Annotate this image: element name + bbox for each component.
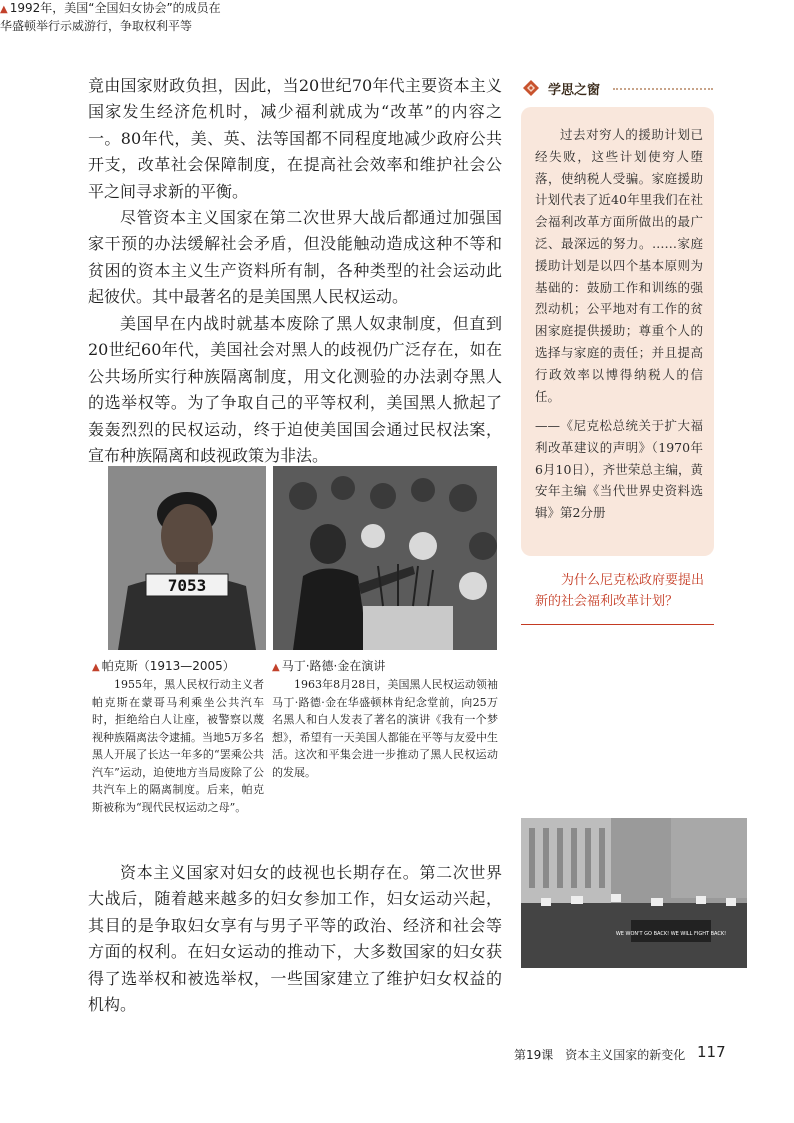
body-paragraph: 资本主义国家对妇女的歧视也长期存在。第二次世界大战后，随着越来越多的妇女参加工作，妇女运动兴起，其目的是争取妇女享有与男子平等的政治、经济和社会等方面的权利。在妇女运动的推动下，大多数国家的妇女获得了选举权和被选举权，一些国家建立了维护妇女权益的机构。 — [88, 863, 502, 1015]
sidebar-title: 学思之窗 — [548, 83, 601, 98]
booking-sign-number: 7053 — [167, 576, 207, 595]
womens-march-caption: ▲ 1992年，美国“全国妇女协会”的成员在华盛顿举行示威游行，争取权利平等 — [0, 1, 221, 33]
womens-march-photo — [521, 818, 747, 968]
page-footer-lesson: 第19课 资本主义国家的新变化 — [514, 1048, 686, 1062]
body-paragraph: 尽管资本主义国家在第二次世界大战后都通过加强国家干预的办法缓解社会矛盾，但没能触动造成这种不等和贫困的资本主义生产资料所有制，各种类型的社会运动此起彼伏。其中最著名的是美国黑人民权运动。 — [88, 208, 502, 307]
sidebar-rule — [521, 624, 714, 625]
mlk-caption-title: ▲ 马丁·路德·金在演讲 — [272, 659, 386, 673]
rosa-parks-caption: 1955年，黑人民权行动主义者帕克斯在蒙哥马利乘坐公共汽车时，拒绝给白人让座，被警察以蔑视种族隔离法令逮捕。当地5万多名黑人开展了长达一年多的“罢乘公共汽车”运动，迫使地方当局废除了公共汽车上的隔离制度。后来，帕克斯被称为“现代民权运动之母”。 — [92, 678, 264, 814]
rosa-parks-photo — [108, 466, 266, 650]
march-banner-text: WE WON'T GO BACK! WE WILL FIGHT BACK! — [615, 931, 727, 937]
mlk-speech-illustration — [273, 466, 497, 650]
body-paragraph: 竟由国家财政负担，因此，当20世纪70年代主要资本主义国家发生经济危机时，减少福利就成为“改革”的内容之一。80年代，美、英、法等国都不同程度地减少政府公共开支，改革社会保障制度，在提高社会效率和维护社会公平之间寻求新的平衡。 — [88, 76, 502, 201]
triangle-marker-icon: ▲ — [272, 662, 280, 673]
sidebar-question: 为什么尼克松政府要提出新的社会福利改革计划？ — [535, 573, 705, 609]
sidebar-source: ——《尼克松总统关于扩大福利改革建议的声明》（1970年6月10日），齐世荣总主编，黄安年主编《当代世界史资料选辑》第2分册 — [535, 418, 703, 521]
rosa-parks-caption-title: ▲ 帕克斯（1913—2005） — [92, 659, 235, 673]
martin-luther-king-photo — [273, 466, 497, 650]
mlk-caption: 1963年8月28日，美国黑人民权运动领袖马丁·路德·金在华盛顿林肯纪念堂前，向25万名黑人和白人发表了著名的演讲《我有一个梦想》，希望有一天美国人都能在平等与友爱中生活。这次和平集会进一步推动了黑人民权运动的发展。 — [272, 678, 498, 779]
diamond-flower-icon — [523, 80, 539, 96]
rosa-parks-illustration — [108, 466, 266, 650]
womens-march-illustration — [521, 818, 747, 968]
body-paragraph: 美国早在内战时就基本废除了黑人奴隶制度，但直到20世纪60年代，美国社会对黑人的歧视仍广泛存在，如在公共场所实行种族隔离制度，用文化测验的办法剥夺黑人的选举权等。为了争取自己的平等权利，美国黑人掀起了轰轰烈烈的民权运动，终于迫使美国国会通过民权法案，宣布种族隔离和歧视政策为非法。 — [88, 314, 502, 466]
sidebar-divider — [613, 88, 713, 90]
page-number: 117 — [697, 1043, 726, 1061]
sidebar-quote: 过去对穷人的援助计划已经失败，这些计划使穷人堕落，使纳税人受骗。家庭援助计划代表了近40年里我们在社会福利改革方面所做出的最广泛、最深远的努力。……家庭援助计划是以四个基本原则为基础的：鼓励工作和训练的强烈动机；公平地对有工作的贫困家庭提供援助；尊重个人的选择与家庭的责任；并且提高行政效率以博得纳税人的信任。 — [535, 127, 703, 404]
sidebar-header — [521, 78, 714, 98]
triangle-marker-icon: ▲ — [92, 662, 100, 673]
triangle-marker-icon: ▲ — [0, 4, 8, 15]
